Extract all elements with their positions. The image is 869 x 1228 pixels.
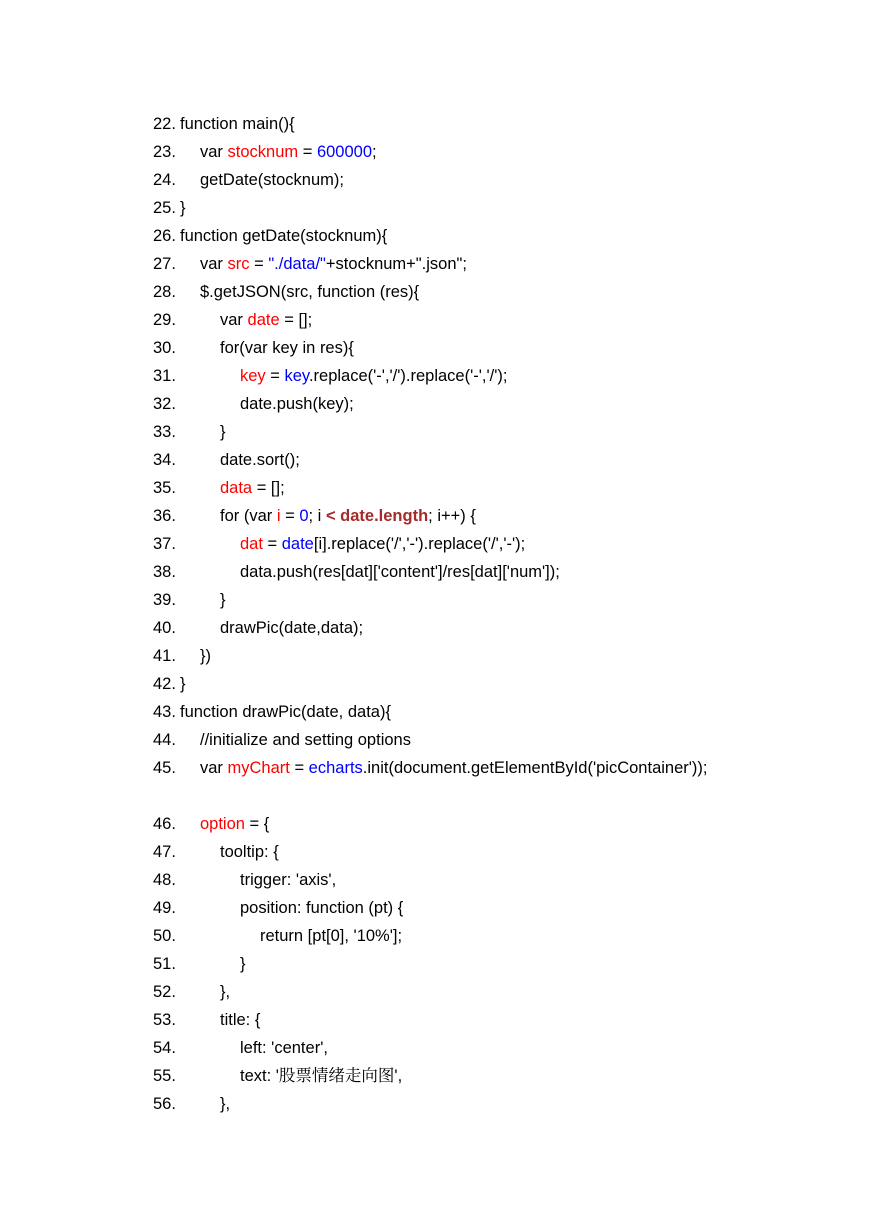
code-token: function drawPic(date, data){ — [180, 703, 391, 721]
code-token: [i].replace('/','-').replace('/','-'); — [313, 535, 526, 553]
code-line — [153, 922, 853, 950]
code-token: } — [180, 675, 186, 693]
code-line — [153, 250, 853, 278]
code-token: position: function (pt) { — [240, 899, 404, 917]
line-number: 43. — [153, 703, 176, 721]
code-token: = — [265, 367, 285, 385]
code-line — [153, 586, 853, 614]
code-text — [180, 306, 312, 334]
line-number: 53. — [153, 1011, 176, 1029]
line-number: 33. — [153, 423, 176, 441]
code-token: .replace('-','/').replace('-','/'); — [308, 367, 508, 385]
code-line — [153, 894, 853, 922]
line-number: 39. — [153, 591, 176, 609]
code-token: = — [289, 759, 309, 777]
line-number: 47. — [153, 843, 176, 861]
code-text — [180, 334, 354, 362]
code-line — [153, 446, 853, 474]
code-token: for (var — [220, 507, 277, 525]
code-token: .init(document.getElementById('picContainer')); — [362, 759, 708, 777]
code-token: var — [200, 759, 228, 777]
code-line — [153, 838, 853, 866]
code-text — [180, 558, 560, 586]
code-line — [153, 334, 853, 362]
code-token: }) — [200, 647, 212, 665]
code-token: 0 — [299, 507, 309, 525]
line-number: 37. — [153, 535, 176, 553]
code-token: } — [240, 955, 246, 973]
line-number: 44. — [153, 731, 176, 749]
line-number: 50. — [153, 927, 176, 945]
code-text — [180, 278, 419, 306]
code-line — [153, 138, 853, 166]
code-line — [153, 278, 853, 306]
line-number: 25. — [153, 199, 176, 217]
code-text — [180, 726, 411, 754]
code-line — [153, 866, 853, 894]
code-token: key — [240, 367, 266, 385]
code-text — [180, 250, 467, 278]
code-token: myChart — [227, 759, 290, 777]
line-number: 30. — [153, 339, 176, 357]
line-number: 35. — [153, 479, 176, 497]
code-token: var — [200, 143, 228, 161]
code-line — [153, 222, 853, 250]
code-token: } — [220, 591, 226, 609]
code-token: < date.length — [325, 507, 429, 525]
line-number: 34. — [153, 451, 176, 469]
line-number: 56. — [153, 1095, 176, 1113]
code-text — [180, 390, 354, 418]
line-number: 41. — [153, 647, 176, 665]
code-line — [153, 1090, 853, 1118]
code-line — [153, 166, 853, 194]
code-text — [180, 894, 403, 922]
code-token: 600000 — [316, 143, 372, 161]
line-number: 48. — [153, 871, 176, 889]
code-text — [180, 838, 279, 866]
code-text — [180, 810, 269, 838]
code-token: option — [200, 815, 245, 833]
code-token: tooltip: { — [220, 843, 279, 861]
code-line — [153, 362, 853, 390]
code-token: drawPic(date,data); — [220, 619, 364, 637]
code-text — [180, 418, 226, 446]
code-text — [180, 642, 211, 670]
code-line — [153, 614, 853, 642]
line-number: 26. — [153, 227, 176, 245]
code-token: dat — [240, 535, 263, 553]
code-token: date.sort(); — [220, 451, 300, 469]
line-number: 31. — [153, 367, 176, 385]
code-text — [180, 586, 226, 614]
code-token: = []; — [252, 479, 285, 497]
code-token: = — [280, 507, 300, 525]
code-token: +stocknum+".json"; — [325, 255, 467, 273]
code-token: //initialize and setting options — [200, 731, 411, 749]
code-text — [180, 754, 708, 782]
code-text — [180, 1034, 328, 1062]
code-text — [180, 138, 377, 166]
code-line — [153, 306, 853, 334]
line-number: 23. — [153, 143, 176, 161]
code-line — [153, 474, 853, 502]
code-line — [153, 726, 853, 754]
code-line — [153, 782, 853, 810]
code-token: } — [180, 199, 186, 217]
code-text — [180, 670, 186, 698]
code-text — [180, 194, 186, 222]
code-token: data.push(res[dat]['content']/res[dat]['num']); — [240, 563, 560, 581]
code-line — [153, 194, 853, 222]
code-line — [153, 390, 853, 418]
code-line — [153, 698, 853, 726]
code-token: = — [249, 255, 269, 273]
code-token: "./data/" — [268, 255, 326, 273]
code-listing — [153, 110, 853, 1118]
code-text — [180, 950, 246, 978]
code-token: = — [262, 535, 282, 553]
code-line — [153, 530, 853, 558]
code-line — [153, 670, 853, 698]
code-line — [153, 978, 853, 1006]
line-number: 36. — [153, 507, 176, 525]
line-number: 54. — [153, 1039, 176, 1057]
code-text — [180, 362, 507, 390]
code-token: var — [200, 255, 228, 273]
code-text — [180, 1062, 402, 1090]
line-number: 28. — [153, 283, 176, 301]
code-text — [180, 1006, 260, 1034]
code-token: } — [220, 423, 226, 441]
code-line — [153, 1006, 853, 1034]
code-token: left: 'center', — [240, 1039, 328, 1057]
line-number: 29. — [153, 311, 176, 329]
code-token: trigger: 'axis', — [240, 871, 337, 889]
code-token: i — [276, 507, 281, 525]
code-line — [153, 950, 853, 978]
line-number: 27. — [153, 255, 176, 273]
code-token: ; i — [308, 507, 326, 525]
code-token: var — [220, 311, 248, 329]
code-token: title: { — [220, 1011, 261, 1029]
line-number: 24. — [153, 171, 176, 189]
code-token: = — [298, 143, 317, 161]
code-token: for(var key in res){ — [220, 339, 354, 357]
code-token: date — [247, 311, 280, 329]
code-token: function getDate(stocknum){ — [180, 227, 388, 245]
code-token: date.push(key); — [240, 395, 354, 413]
code-text — [180, 530, 525, 558]
code-line — [153, 1034, 853, 1062]
code-line — [153, 642, 853, 670]
code-text — [180, 166, 344, 194]
code-token: = { — [244, 815, 270, 833]
code-line — [153, 754, 853, 782]
code-line — [153, 1062, 853, 1090]
code-text — [180, 110, 295, 138]
code-text — [180, 866, 336, 894]
code-token: echarts — [308, 759, 363, 777]
code-text — [180, 502, 476, 530]
line-number: 32. — [153, 395, 176, 413]
code-token: stocknum — [227, 143, 299, 161]
line-number: 49. — [153, 899, 176, 917]
line-number: 45. — [153, 759, 176, 777]
line-number: 42. — [153, 675, 176, 693]
code-text — [180, 614, 363, 642]
code-token: getDate(stocknum); — [200, 171, 344, 189]
code-token: }, — [220, 1095, 231, 1113]
code-token: }, — [220, 983, 231, 1001]
code-token: return [pt[0], '10%']; — [260, 927, 403, 945]
line-number: 52. — [153, 983, 176, 1001]
code-token: date — [281, 535, 314, 553]
code-text — [180, 1090, 230, 1118]
code-text — [180, 222, 387, 250]
code-token: ; — [372, 143, 377, 161]
code-line — [153, 810, 853, 838]
code-line — [153, 418, 853, 446]
code-token: data — [220, 479, 253, 497]
code-line — [153, 558, 853, 586]
code-text — [180, 474, 285, 502]
code-text — [180, 446, 300, 474]
line-number: 55. — [153, 1067, 176, 1085]
code-token: ; i++) { — [428, 507, 476, 525]
code-line — [153, 110, 853, 138]
line-number: 22. — [153, 115, 176, 133]
code-token: src — [227, 255, 250, 273]
code-token: text: '股票情绪走向图', — [240, 1067, 403, 1085]
code-token: function main(){ — [180, 115, 295, 133]
code-text — [180, 698, 391, 726]
code-text — [180, 978, 230, 1006]
line-number: 46. — [153, 815, 176, 833]
line-number: 38. — [153, 563, 176, 581]
code-text — [180, 922, 402, 950]
line-number: 40. — [153, 619, 176, 637]
code-token: key — [284, 367, 309, 385]
code-line — [153, 502, 853, 530]
line-number: 51. — [153, 955, 176, 973]
code-token: = []; — [279, 311, 313, 329]
code-token: $.getJSON(src, function (res){ — [200, 283, 420, 301]
